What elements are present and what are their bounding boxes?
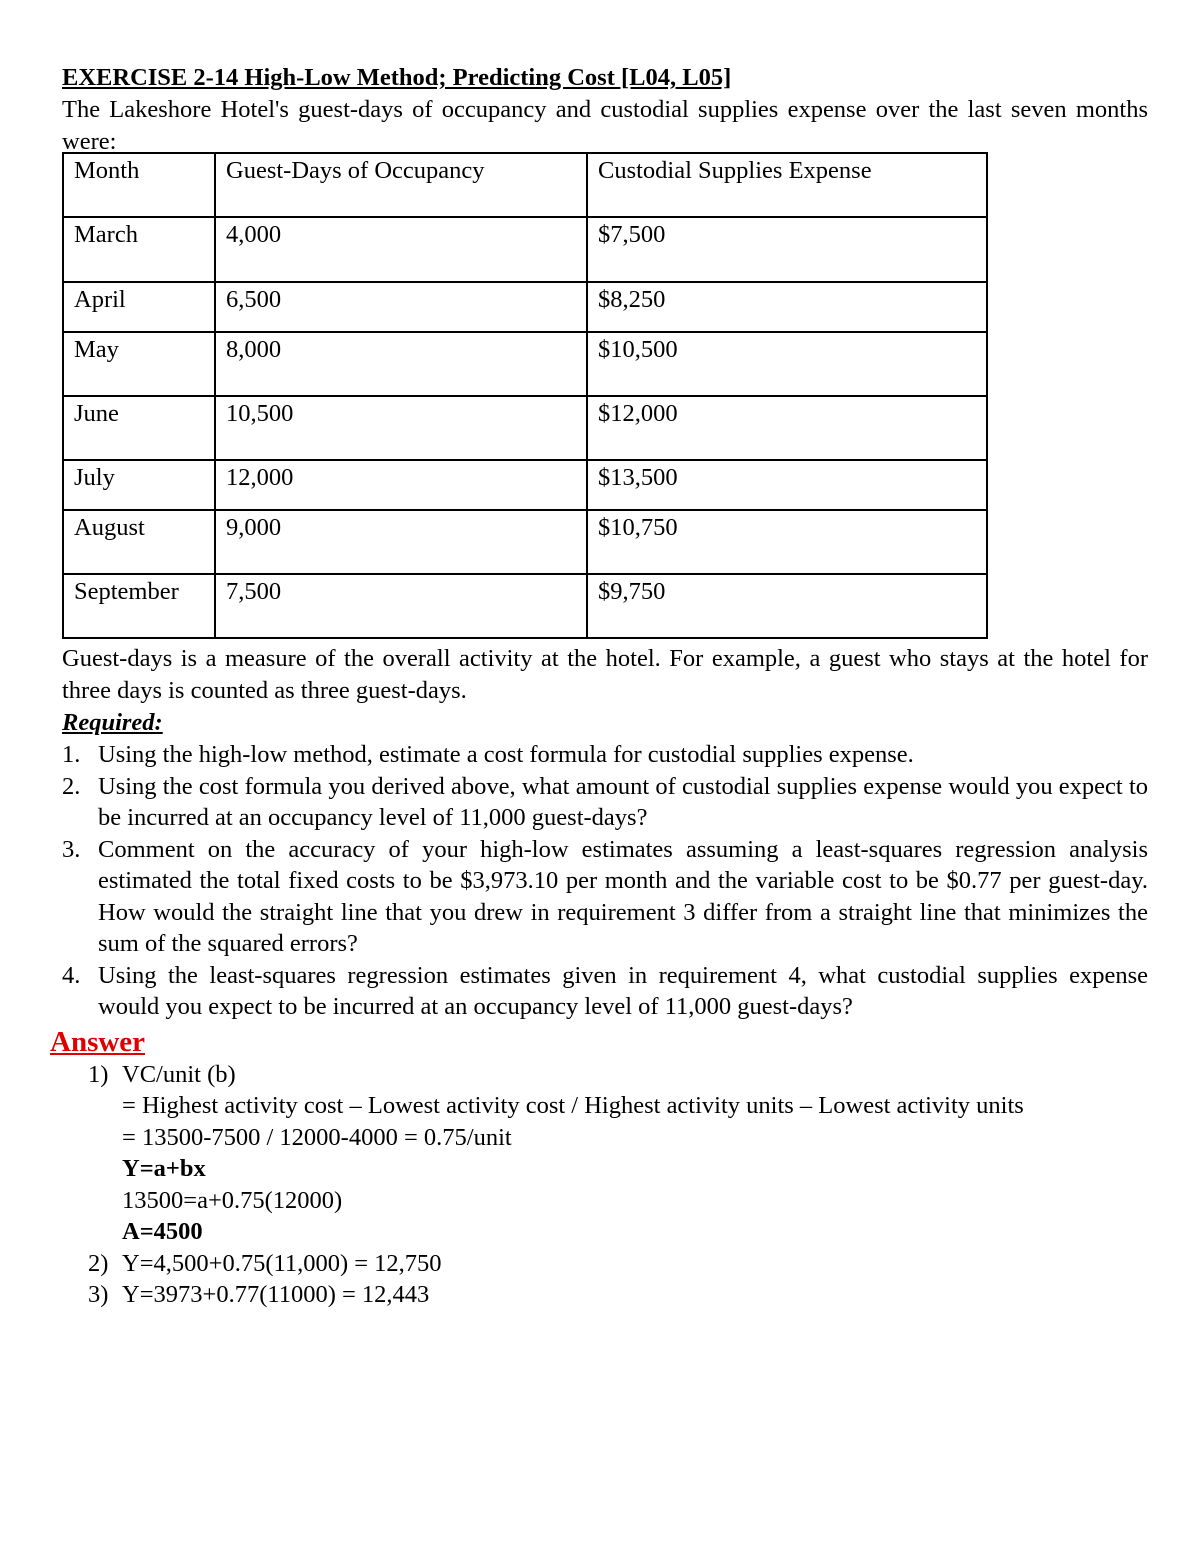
requirement-text: Using the least-squares regression estimates given in requirement 4, what custodial supplies expense would you expect to be incurred at an occupancy level of 11,000 guest-days? bbox=[98, 961, 1148, 1020]
answer-line: Y=3973+0.77(11000) = 12,443 bbox=[122, 1281, 430, 1308]
table-cell: July bbox=[63, 460, 215, 510]
table-cell: March bbox=[63, 217, 215, 282]
requirement-number: 3. bbox=[62, 835, 81, 863]
table-row bbox=[63, 217, 987, 282]
table-cell: 9,000 bbox=[215, 510, 587, 574]
answer-heading: Answer bbox=[50, 1025, 146, 1058]
guest-days-note: Guest-days is a measure of the overall activity at the hotel. For example, a guest who stays at the hotel for three days is counted as three guest-days. bbox=[62, 645, 1148, 704]
table-row bbox=[63, 332, 987, 396]
table-cell: 8,000 bbox=[215, 332, 587, 396]
table-cell: 12,000 bbox=[215, 460, 587, 510]
table-cell: May bbox=[63, 332, 215, 396]
table-cell: $8,250 bbox=[587, 282, 987, 332]
answer-number: 2) bbox=[88, 1249, 109, 1277]
answer-line: = Highest activity cost – Lowest activity cost / Highest activity units – Lowest activity units bbox=[122, 1092, 1024, 1119]
table-row bbox=[63, 510, 987, 574]
table-header-cell: Guest-Days of Occupancy bbox=[215, 153, 587, 217]
answer-line-row bbox=[88, 1248, 1148, 1280]
answer-line-row bbox=[88, 1153, 1148, 1185]
answer-line: VC/unit (b) bbox=[122, 1060, 236, 1088]
intro-paragraph: The Lakeshore Hotel's guest-days of occupancy and custodial supplies expense over the last seven months were: bbox=[62, 96, 1148, 155]
answer-line-row bbox=[88, 1122, 1148, 1154]
answer-line-row bbox=[88, 1090, 1148, 1122]
answer-number: 1) bbox=[88, 1060, 109, 1088]
table-row bbox=[63, 460, 987, 510]
requirement-number: 2. bbox=[62, 772, 81, 800]
answer-line: Y=a+bx bbox=[122, 1155, 206, 1182]
requirement-text: Comment on the accuracy of your high-low estimates assuming a least-squares regression analysis estimated the total fixed costs to be $3,973.10 per month and the variable cost to be $0.77 per guest-day. How would the straight line that you drew in requirement 3 differ from a straight line that minimizes the sum of the squared errors? bbox=[98, 835, 1148, 957]
requirement-number: 4. bbox=[62, 961, 81, 989]
document-page bbox=[50, 62, 1148, 1311]
table-cell: $13,500 bbox=[587, 460, 987, 510]
answer-section bbox=[88, 1059, 1148, 1311]
table-cell: September bbox=[63, 574, 215, 638]
requirement-number: 1. bbox=[62, 741, 81, 768]
table-cell: June bbox=[63, 396, 215, 460]
answer-line: Y=4,500+0.75(11,000) = 12,750 bbox=[122, 1249, 442, 1277]
table-header-row bbox=[63, 153, 987, 217]
table-row bbox=[63, 574, 987, 638]
table-row bbox=[63, 282, 987, 332]
exercise-title: EXERCISE 2-14 High-Low Method; Predicting Cost [L04, L05] bbox=[62, 64, 732, 91]
requirement-item bbox=[62, 739, 1148, 771]
table-cell: August bbox=[63, 510, 215, 574]
answer-number: 3) bbox=[88, 1281, 109, 1308]
answer-line: = 13500-7500 / 12000-4000 = 0.75/unit bbox=[122, 1123, 512, 1151]
table-header-cell: Custodial Supplies Expense bbox=[587, 153, 987, 217]
table-cell: $10,500 bbox=[587, 332, 987, 396]
table-cell: April bbox=[63, 282, 215, 332]
answer-3-row bbox=[88, 1279, 1148, 1311]
answer-line-row bbox=[88, 1185, 1148, 1217]
table-cell: $10,750 bbox=[587, 510, 987, 574]
table-header-cell: Month bbox=[63, 153, 215, 217]
answer-line: 13500=a+0.75(12000) bbox=[122, 1186, 343, 1214]
table-cell: 4,000 bbox=[215, 217, 587, 282]
requirement-item bbox=[62, 771, 1148, 834]
required-heading: Required: bbox=[62, 709, 163, 736]
table-cell: $7,500 bbox=[587, 217, 987, 282]
requirements-list bbox=[62, 739, 1148, 1023]
requirement-item bbox=[62, 960, 1148, 1023]
occupancy-expense-table bbox=[62, 152, 988, 639]
answer-line-row bbox=[88, 1216, 1148, 1248]
requirement-text: Using the high-low method, estimate a cost formula for custodial supplies expense. bbox=[98, 741, 914, 768]
requirement-item bbox=[62, 834, 1148, 960]
answer-line: A=4500 bbox=[122, 1218, 203, 1245]
table-cell: $12,000 bbox=[587, 396, 987, 460]
table-cell: $9,750 bbox=[587, 574, 987, 638]
table-row bbox=[63, 396, 987, 460]
table-cell: 7,500 bbox=[215, 574, 587, 638]
table-cell: 10,500 bbox=[215, 396, 587, 460]
answer-1-row bbox=[88, 1059, 1148, 1091]
table-cell: 6,500 bbox=[215, 282, 587, 332]
requirement-text: Using the cost formula you derived above, what amount of custodial supplies expense would you expect to be incurred at an occupancy level of 11,000 guest-days? bbox=[98, 772, 1148, 831]
